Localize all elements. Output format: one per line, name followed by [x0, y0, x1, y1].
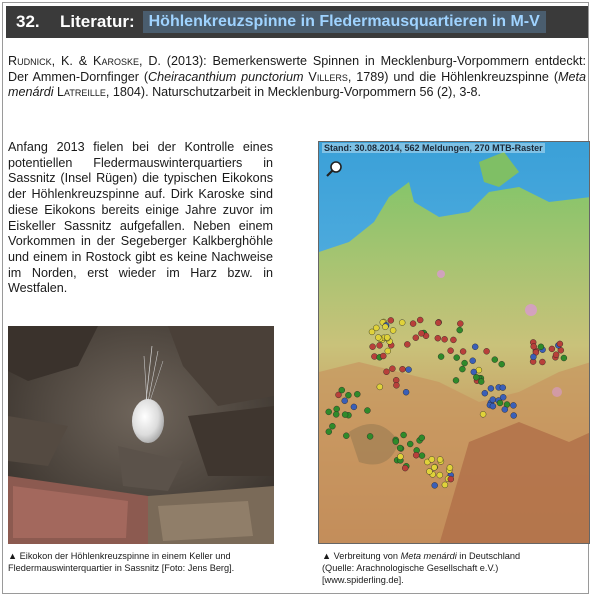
section-label: Literatur: [60, 12, 135, 31]
occurrence-dot [511, 413, 517, 419]
occurrence-dot [490, 397, 496, 403]
species-name: Cheiracanthium punctorium [148, 69, 304, 84]
occurrence-dot [370, 344, 376, 350]
occurrence-dot [410, 321, 416, 327]
occurrence-dot [557, 341, 563, 347]
occurrence-dot [478, 379, 484, 385]
occurrence-dot [351, 404, 357, 410]
species-name: Meta menárdi [400, 551, 457, 561]
germany-relief-map [319, 142, 590, 544]
ref-text: , K. & [51, 54, 94, 68]
occurrence-dot [442, 336, 448, 342]
occurrence-dot [342, 412, 348, 418]
occurrence-dot [460, 349, 466, 355]
magnifier-icon[interactable] [325, 160, 343, 178]
occurrence-dot [419, 435, 425, 441]
occurrence-dot [342, 398, 348, 404]
occurrence-dot [364, 408, 370, 414]
author-initial: K [93, 54, 102, 68]
occurrence-dot [400, 366, 406, 372]
occurrence-dot [399, 320, 405, 326]
occurrence-dot [462, 360, 468, 366]
literature-reference [8, 54, 586, 101]
occurrence-dot [553, 352, 559, 358]
egg-sac-photo [8, 326, 274, 544]
map-caption [322, 550, 590, 586]
occurrence-dot [384, 369, 390, 375]
occurrence-dot [397, 445, 403, 451]
section-title: Höhlenkreuzspinne in Fledermausquartieren in M-V [143, 11, 546, 33]
occurrence-dot [472, 344, 478, 350]
occurrence-dot [401, 432, 407, 438]
author-initial: L [57, 85, 65, 99]
occurrence-dot [413, 452, 419, 458]
occurrence-dot [530, 354, 536, 360]
occurrence-dot [419, 453, 425, 459]
occurrence-dot [390, 327, 396, 333]
occurrence-dot [388, 317, 394, 323]
ref-text: , 1789) und die Höhlenkreuzspinne ( [347, 69, 559, 84]
occurrence-dot [457, 327, 463, 333]
occurrence-dot [561, 355, 567, 361]
occurrence-dot [384, 334, 390, 340]
author-surname: udnick [17, 54, 52, 68]
occurrence-dot [417, 317, 423, 323]
caption-marker: ▲ [322, 551, 332, 561]
species-name: Meta menárdi [8, 69, 587, 99]
occurrence-dot [442, 482, 448, 488]
occurrence-dot [326, 409, 332, 415]
occurrence-dot [377, 342, 383, 348]
distribution-map [318, 141, 590, 544]
map-status-stamp: Stand: 30.08.2014, 562 Meldungen, 270 MTB-Raster [324, 143, 543, 153]
occurrence-dot [539, 359, 545, 365]
caption-text: Eikokon der Höhlenkreuzspinne in einem Keller und Fledermauswinterquartier in Sassnitz [Foto: Jens Berg]. [8, 551, 235, 573]
occurrence-dot [435, 335, 441, 341]
occurrence-dot [345, 392, 351, 398]
occurrence-dot [437, 457, 443, 463]
occurrence-dot [393, 439, 399, 445]
occurrence-dot [450, 337, 456, 343]
occurrence-dot [473, 374, 479, 380]
caption-text: in Deutschland [456, 551, 521, 561]
occurrence-dot [470, 358, 476, 364]
occurrence-dot [329, 423, 335, 429]
occurrence-dot [406, 367, 412, 373]
occurrence-dot [490, 403, 496, 409]
occurrence-dot [453, 377, 459, 383]
photo-caption [8, 550, 288, 574]
occurrence-dot [385, 348, 391, 354]
occurrence-dot [457, 321, 463, 327]
occurrence-dot [343, 433, 349, 439]
occurrence-dot [549, 346, 555, 352]
occurrence-dot [510, 402, 516, 408]
occurrence-dot [500, 385, 506, 391]
occurrence-dot [531, 344, 537, 350]
caption-marker: ▲ [8, 551, 18, 561]
occurrence-dot [482, 390, 488, 396]
occurrence-dot [499, 361, 505, 367]
occurrence-dot [413, 335, 419, 341]
occurrence-dot [382, 324, 388, 330]
occurrence-dot [431, 464, 437, 470]
occurrence-dot [402, 465, 408, 471]
occurrence-dot [371, 354, 377, 360]
occurrence-dot [471, 369, 477, 375]
occurrence-dot [448, 348, 454, 354]
occurrence-dot [377, 384, 383, 390]
occurrence-dot [500, 394, 506, 400]
occurrence-dot [380, 353, 386, 359]
occurrence-dot [393, 382, 399, 388]
map-caption-line1 [322, 550, 590, 562]
occurrence-dot [459, 366, 465, 372]
occurrence-dot [397, 454, 403, 460]
occurrence-dot [369, 329, 375, 335]
occurrence-dot [492, 357, 498, 363]
author-initial: R [8, 54, 18, 68]
section-header [6, 6, 588, 38]
species-author: atreille [64, 85, 106, 99]
ref-text: , 1804). Naturschutzarbeit in Mecklenburg-Vorpommern 56 (2), 3-8. [105, 85, 482, 99]
section-number: 32. [16, 12, 40, 31]
occurrence-dot [404, 341, 410, 347]
map-caption-source: (Quelle: Arachnologische Gesellschaft e.V.) [322, 563, 499, 573]
author-surname: aroske [101, 54, 139, 68]
occurrence-dot [502, 407, 508, 413]
occurrence-dot [418, 330, 424, 336]
occurrence-dot [432, 482, 438, 488]
occurrence-dot [403, 389, 409, 395]
occurrence-dot [484, 348, 490, 354]
cave-photo-illustration [8, 326, 274, 544]
occurrence-dot [438, 354, 444, 360]
occurrence-dot [480, 411, 486, 417]
author-initial: V [308, 69, 317, 84]
occurrence-dot [429, 456, 435, 462]
occurrence-dot [389, 366, 395, 372]
occurrence-dot [367, 433, 373, 439]
occurrence-dot [339, 387, 345, 393]
ref-text: , D. (2013): Bemerkenswerte Spinnen in Mecklenburg-Vorpommern entdeckt: Der Ammen-Dornfinger ( [8, 54, 587, 84]
occurrence-dot [326, 429, 332, 435]
occurrence-dot [334, 406, 340, 412]
occurrence-dot [538, 344, 544, 350]
occurrence-dot [437, 472, 443, 478]
occurrence-dot [497, 400, 503, 406]
occurrence-dot [488, 385, 494, 391]
caption-text: Verbreitung von [333, 551, 401, 561]
occurrence-dot [454, 355, 460, 361]
map-caption-url: [www.spiderling.de]. [322, 575, 404, 585]
occurrence-dot [426, 469, 432, 475]
occurrence-dot [375, 335, 381, 341]
occurrence-dot [407, 441, 413, 447]
occurrence-dot [448, 476, 454, 482]
occurrence-dot [435, 320, 441, 326]
occurrence-dot [333, 411, 339, 417]
body-paragraph: Anfang 2013 fielen bei der Kontrolle eines potentiellen Fledermauswinterquartiers in Sassnitz (Insel Rügen) die typischen Eikokons der Höhlenkreuzspinne auf. Dirk Karoske sind diese Eikokons bereits einige Jahre zuvor im Eiskeller Sassnitz aufgefallen. Neben einem Vorkommen in der Segeberger Kalkberghöhle und einem in Rostock gibt es keine Nachweise im Norden, erst wieder im Harz bzw. in Westfalen. [8, 140, 273, 296]
species-author: illers [316, 69, 348, 84]
occurrence-dot [354, 391, 360, 397]
occurrence-dot [447, 465, 453, 471]
